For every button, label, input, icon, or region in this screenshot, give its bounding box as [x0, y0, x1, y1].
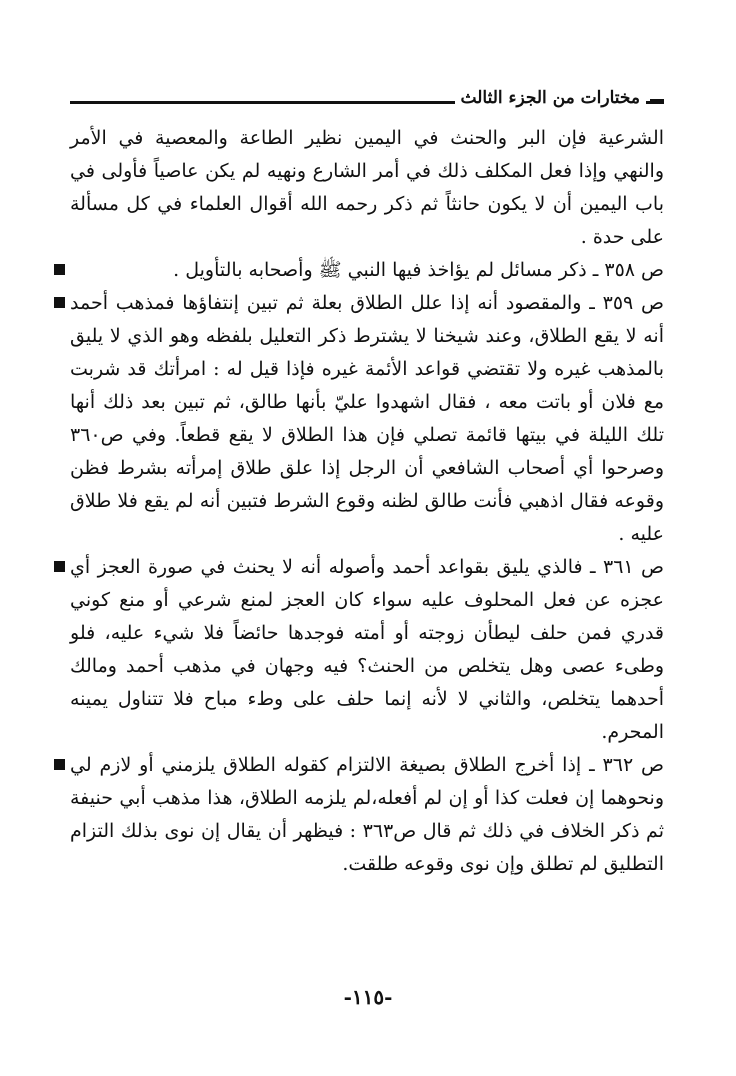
entry-359: [70, 287, 664, 551]
square-bullet-icon: [54, 759, 65, 770]
entry-362: [70, 749, 664, 881]
entry-text: ص ٣٦١ ـ فالذي يليق بقواعد أحمد وأصوله أنه لا يحنث في صورة العجز أي عجزه عن فعل المحلوف عليه سواء كان العجز لمنع شرعي أو منع كوني قدري فمن حلف ليطأن زوجته أو أمته فوجدها حائضاً فلا شيء عليه، فلو وطىء عصى وهل يتخلص من الحنث؟ فيه وجهان في مذهب أحمد ومالك أحدهما يتخلص، والثاني لا لأنه إنما حلف على وطء مباح فلا تتناول يمينه المحرم.: [70, 556, 664, 743]
entry-361: [70, 551, 664, 749]
entry-text: ص ٣٥٩ ـ والمقصود أنه إذا علل الطلاق بعلة ثم تبين إنتفاؤها فمذهب أحمد أنه لا يقع الطلاق، وعند شيخنا لا يشترط ذكر التعليل بلفظه وهو الذي لا يليق بالمذهب غيره ولا تقتضي قواعد الأئمة غيره فإذا قيل له : امرأتك قد شربت مع فلان أو باتت معه ، فقال اشهدوا عليّ بأنها طالق، ثم تبين بعد ذلك أنها تلك الليلة في بيتها قائمة تصلي فإن هذا الطلاق لا يقع قطعاً. وفي ص٣٦٠ وصرحوا أي أصحاب الشافعي أن الرجل إذا علق طلاق إمرأته بشرط فظن وقوعه فقال اذهبي فأنت طالق لظنه وقوع الشرط فتبين أنه لم يقع فلا طلاق عليه .: [70, 292, 664, 545]
square-bullet-icon: [54, 561, 65, 572]
entry-text: ص ٣٥٨ ـ ذكر مسائل لم يؤاخذ فيها النبي ﷺ وأصحابه بالتأويل .: [173, 259, 664, 281]
header-title: مختارات من الجزء الثالث: [455, 88, 646, 108]
running-header: [70, 78, 664, 106]
entry-358: [70, 254, 664, 287]
page-body: [70, 122, 664, 881]
entry-text: ص ٣٦٢ ـ إذا أخرج الطلاق بصيغة الالتزام كقوله الطلاق يلزمني أو لازم لي ونحوهما إن فعلت كذا أو إن لم أفعله،لم يلزمه الطلاق، هذا مذهب أبي حنيفة ثم ذكر الخلاف في ذلك ثم قال ص٣٦٣ : فيظهر أن يقال إن نوى بذلك التزام التطليق لم تطلق وإن نوى وقوعه طلقت.: [70, 754, 665, 875]
square-bullet-icon: [54, 264, 65, 275]
square-bullet-icon: [54, 297, 65, 308]
header-dash: [650, 99, 664, 102]
paragraph: الشرعية فإن البر والحنث في اليمين نظير الطاعة والمعصية في الأمر والنهي وإذا فعل المكلف ذلك في أمر الشارع ونهيه لم يكن عاصياً فأولى في باب اليمين أن لا يكون حانثاً ثم ذكر رحمه الله أقوال العلماء في كل مسألة على حدة .: [70, 127, 664, 248]
page-number: -١١٥-: [343, 985, 393, 1009]
